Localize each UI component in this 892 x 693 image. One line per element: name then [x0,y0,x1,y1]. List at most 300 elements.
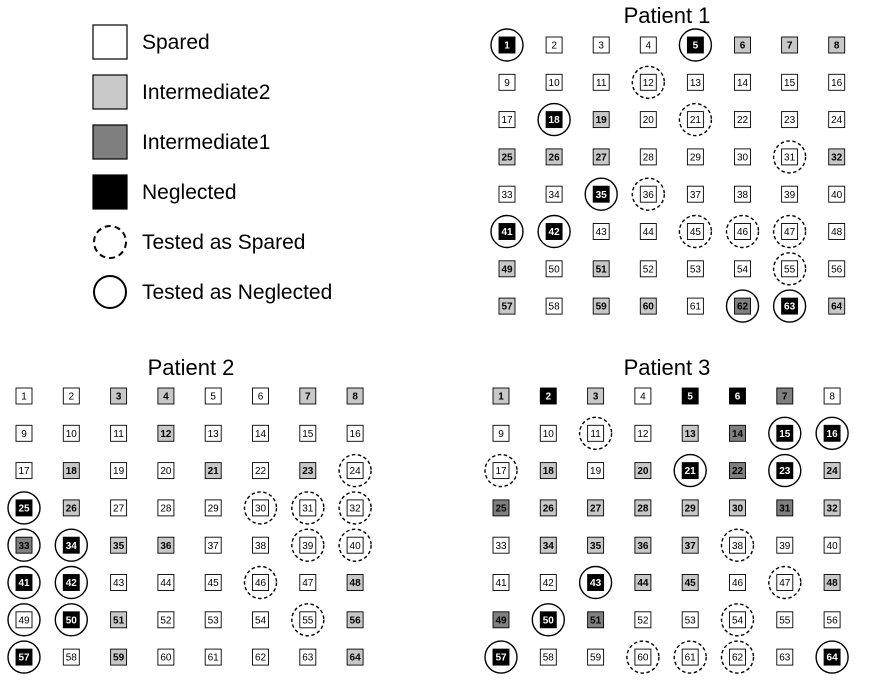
cell-37 [687,186,703,202]
cell-35 [585,178,617,210]
cell-54 [735,261,751,277]
cell-58 [63,649,79,665]
cell-28 [635,500,651,516]
cell-53 [687,261,703,277]
cell-label: 62 [254,652,267,664]
cell-label: 45 [207,578,219,590]
cell-2 [546,37,562,53]
cell-label: 9 [498,428,504,440]
patient-panel-3 [485,355,848,673]
cell-27 [593,149,609,165]
cell-label: 37 [689,189,701,201]
cell-59 [111,649,127,665]
cell-label: 6 [734,391,741,403]
cell-47 [769,567,801,599]
cell-label: 12 [160,428,172,440]
cell-8 [824,388,840,404]
cell-label: 6 [739,40,746,52]
cell-label: 57 [495,652,507,664]
cell-label: 55 [784,264,796,276]
cell-12 [158,425,174,441]
cell-38 [722,529,754,561]
legend-item-neglected [93,175,237,209]
cell-55 [292,604,324,636]
cell-label: 14 [254,428,267,440]
cell-label: 5 [692,40,699,52]
cell-3 [588,388,604,404]
cell-label: 18 [548,115,560,127]
cell-label: 54 [736,264,749,276]
cell-7 [300,388,316,404]
cell-label: 63 [779,652,791,664]
cell-label: 8 [829,391,835,403]
cell-label: 2 [545,391,552,403]
cell-46 [730,575,746,591]
cell-label: 56 [826,615,838,627]
cell-6 [730,388,746,404]
cell-4 [640,37,656,53]
cell-label: 52 [642,264,654,276]
cell-52 [635,612,651,628]
cell-label: 13 [684,428,696,440]
cell-50 [532,604,564,636]
cell-56 [824,612,840,628]
cell-label: 30 [731,503,744,515]
cell-label: 3 [115,391,122,403]
cell-label: 55 [779,615,791,627]
cell-label: 43 [590,578,602,590]
cell-30 [245,492,277,524]
cell-55 [777,612,793,628]
cell-39 [777,537,793,553]
cell-16 [347,425,363,441]
cell-33 [499,186,515,202]
cell-label: 41 [495,578,507,590]
cell-18 [63,463,79,479]
cell-26 [540,500,556,516]
cell-32 [339,492,371,524]
cell-52 [640,261,656,277]
cell-62 [722,641,754,673]
cell-label: 58 [542,652,554,664]
cell-label: 17 [18,466,30,478]
cell-label: 48 [349,578,361,590]
cell-49 [8,604,40,636]
cell-label: 27 [590,503,602,515]
cell-label: 11 [590,428,601,440]
cell-label: 27 [595,152,607,164]
cell-14 [253,425,269,441]
cell-3 [111,388,127,404]
cell-31 [292,492,324,524]
cell-label: 53 [689,264,701,276]
cell-38 [253,537,269,553]
cell-58 [546,298,562,314]
cell-28 [158,500,174,516]
cell-56 [347,612,363,628]
legend-label-neglected: Neglected [142,181,237,204]
cell-label: 51 [113,615,125,627]
cell-4 [635,388,651,404]
cell-label: 12 [642,77,654,89]
cell-23 [300,463,316,479]
cell-label: 24 [349,466,361,478]
cell-18 [538,104,570,136]
cell-label: 45 [684,578,696,590]
cell-58 [540,649,556,665]
cell-label: 49 [495,615,507,627]
cell-label: 57 [501,301,513,313]
patient-title: Patient 3 [623,355,711,380]
patient-title: Patient 2 [147,355,235,380]
cell-4 [158,388,174,404]
cell-37 [205,537,221,553]
cell-label: 25 [501,152,513,164]
cell-label: 4 [640,391,646,403]
cell-label: 28 [642,152,654,164]
legend-label-intermediate1: Intermediate1 [142,131,271,154]
cell-label: 49 [18,615,30,627]
cell-label: 33 [495,540,507,552]
legend-item-tested-spared [94,226,305,258]
cell-30 [730,500,746,516]
cell-label: 2 [68,391,75,403]
cell-50 [546,261,562,277]
cell-label: 14 [736,77,749,89]
cell-label: 35 [113,540,125,552]
cell-label: 59 [113,652,125,664]
legend-swatch-intermediate2 [93,75,127,109]
cell-label: 20 [642,115,654,127]
cell-28 [640,149,656,165]
cell-label: 61 [207,652,219,664]
cell-54 [253,612,269,628]
cell-label: 57 [18,652,30,664]
legend [93,25,332,308]
cell-label: 60 [642,301,654,313]
cell-49 [493,612,509,628]
cell-label: 45 [689,227,701,239]
cell-label: 31 [779,503,791,515]
cell-label: 22 [736,115,749,127]
cell-label: 7 [786,40,793,52]
cell-7 [777,388,793,404]
cell-label: 50 [65,615,77,627]
cell-10 [540,425,556,441]
cell-label: 22 [731,466,744,478]
cell-label: 17 [501,115,513,127]
cell-60 [640,298,656,314]
cell-10 [63,425,79,441]
cell-8 [829,37,845,53]
cell-47 [300,575,316,591]
cell-32 [829,149,845,165]
cell-16 [816,417,848,449]
cell-label: 27 [113,503,125,515]
cell-41 [491,216,523,248]
cell-label: 50 [548,264,560,276]
cell-61 [205,649,221,665]
cell-label: 19 [113,466,125,478]
cell-21 [679,104,711,136]
legend-item-spared [93,25,210,59]
cell-2 [540,388,556,404]
cell-19 [588,463,604,479]
legend-label-spared: Spared [142,31,210,54]
cell-45 [682,575,698,591]
cell-22 [253,463,269,479]
cell-label: 30 [736,152,749,164]
patient-panels [8,3,848,673]
cell-52 [158,612,174,628]
cell-label: 4 [163,391,169,403]
cell-5 [205,388,221,404]
cell-34 [540,537,556,553]
cell-label: 28 [160,503,172,515]
legend-label-tested-spared: Tested as Spared [142,231,306,254]
cell-60 [158,649,174,665]
cell-label: 8 [833,40,840,52]
cell-15 [782,74,798,90]
cell-51 [593,261,609,277]
cell-label: 40 [831,189,843,201]
cell-label: 1 [504,40,510,52]
cell-label: 39 [302,540,314,552]
cell-label: 34 [542,540,554,552]
cell-label: 16 [831,77,843,89]
cell-label: 64 [349,652,361,664]
cell-label: 29 [684,503,696,515]
cell-6 [735,37,751,53]
cell-15 [769,417,801,449]
cell-label: 49 [501,264,513,276]
cell-label: 54 [254,615,267,627]
cell-51 [588,612,604,628]
cell-label: 61 [689,301,701,313]
cell-label: 21 [689,115,701,127]
cell-63 [300,649,316,665]
cell-label: 56 [349,615,361,627]
cell-label: 63 [784,301,796,313]
cell-label: 12 [637,428,649,440]
cell-9 [16,425,32,441]
cell-59 [588,649,604,665]
cell-label: 7 [305,391,311,403]
cell-29 [205,500,221,516]
cell-48 [824,575,840,591]
cell-27 [588,500,604,516]
cell-label: 42 [548,227,560,239]
cell-label: 44 [642,227,654,239]
cell-label: 59 [590,652,602,664]
cell-27 [111,500,127,516]
cell-label: 11 [596,77,607,89]
cell-49 [499,261,515,277]
cell-40 [339,529,371,561]
cell-55 [774,253,806,285]
cell-label: 19 [590,466,602,478]
cell-label: 17 [495,466,507,478]
cell-label: 23 [302,466,314,478]
cell-label: 51 [590,615,602,627]
cell-19 [111,463,127,479]
cell-label: 52 [637,615,649,627]
cell-label: 53 [207,615,219,627]
cell-label: 20 [637,466,649,478]
cell-label: 62 [736,301,749,313]
cell-20 [635,463,651,479]
cell-11 [593,74,609,90]
cell-60 [627,641,659,673]
cell-label: 11 [113,428,124,440]
cell-label: 58 [548,301,560,313]
cell-label: 24 [826,466,838,478]
legend-item-tested-neglected [94,276,332,308]
cell-34 [55,529,87,561]
cell-label: 23 [784,115,796,127]
cell-label: 43 [113,578,125,590]
cell-label: 26 [548,152,560,164]
cell-label: 29 [689,152,701,164]
cell-32 [824,500,840,516]
cell-64 [829,298,845,314]
cell-label: 50 [542,615,554,627]
cell-53 [682,612,698,628]
cell-label: 37 [684,540,696,552]
cell-36 [632,178,664,210]
cell-21 [674,455,706,487]
cell-36 [158,537,174,553]
cell-24 [339,455,371,487]
cell-25 [493,500,509,516]
cell-48 [347,575,363,591]
cell-label: 62 [731,652,744,664]
cell-3 [593,37,609,53]
cell-label: 59 [595,301,607,313]
cell-label: 53 [684,615,696,627]
cell-42 [55,567,87,599]
cell-31 [777,500,793,516]
cell-label: 13 [207,428,219,440]
cell-33 [493,537,509,553]
cell-label: 33 [18,540,30,552]
patient-title: Patient 1 [623,3,711,28]
cell-label: 46 [254,578,267,590]
cell-50 [55,604,87,636]
cell-9 [499,74,515,90]
cell-1 [493,388,509,404]
legend-swatch-tested-spared [94,226,126,258]
cell-13 [687,74,703,90]
cell-29 [687,149,703,165]
cell-label: 1 [21,391,27,403]
cell-16 [829,74,845,90]
cell-46 [727,216,759,248]
legend-item-intermediate1 [93,125,270,159]
cell-57 [485,641,517,673]
cell-label: 31 [302,503,314,515]
cell-label: 10 [542,428,554,440]
cell-53 [205,612,221,628]
cell-label: 18 [65,466,77,478]
cell-label: 14 [731,428,744,440]
cell-63 [774,290,806,322]
cell-45 [205,575,221,591]
cell-label: 64 [831,301,843,313]
cell-40 [824,537,840,553]
cell-43 [111,575,127,591]
cell-label: 52 [160,615,172,627]
cell-label: 10 [65,428,77,440]
cell-label: 61 [684,652,696,664]
cell-24 [829,112,845,128]
cell-38 [735,186,751,202]
cell-label: 42 [542,578,554,590]
cell-42 [540,575,556,591]
cell-23 [782,112,798,128]
cell-48 [829,224,845,240]
cell-13 [682,425,698,441]
legend-item-intermediate2 [93,75,270,109]
cell-26 [63,500,79,516]
legend-label-intermediate2: Intermediate2 [142,81,271,104]
cell-label: 44 [637,578,649,590]
cell-61 [674,641,706,673]
legend-swatch-tested-neglected [94,276,126,308]
cell-51 [111,612,127,628]
cell-5 [682,388,698,404]
cell-label: 16 [826,428,838,440]
cell-label: 20 [160,466,172,478]
cell-29 [682,500,698,516]
cell-label: 9 [21,428,27,440]
cell-44 [635,575,651,591]
cell-25 [8,492,40,524]
cell-label: 41 [501,227,513,239]
cell-label: 46 [736,227,749,239]
cell-label: 33 [501,189,513,201]
cell-54 [722,604,754,636]
cell-label: 51 [595,264,607,276]
cell-label: 8 [352,391,358,403]
cell-label: 56 [831,264,843,276]
cell-14 [735,74,751,90]
cell-43 [593,224,609,240]
cell-18 [540,463,556,479]
cell-label: 7 [782,391,788,403]
cell-57 [499,298,515,314]
cell-22 [730,463,746,479]
cell-label: 38 [254,540,267,552]
cell-label: 39 [784,189,796,201]
cell-62 [253,649,269,665]
cell-17 [485,455,517,487]
cell-label: 38 [736,189,749,201]
cell-31 [774,141,806,173]
cell-label: 58 [65,652,77,664]
cell-label: 47 [779,578,791,590]
cell-26 [546,149,562,165]
cell-label: 31 [784,152,796,164]
cell-9 [493,425,509,441]
cell-label: 9 [504,77,510,89]
cell-20 [158,463,174,479]
cell-35 [111,537,127,553]
cell-label: 1 [498,391,504,403]
cell-44 [640,224,656,240]
cell-2 [63,388,79,404]
cell-label: 36 [160,540,172,552]
